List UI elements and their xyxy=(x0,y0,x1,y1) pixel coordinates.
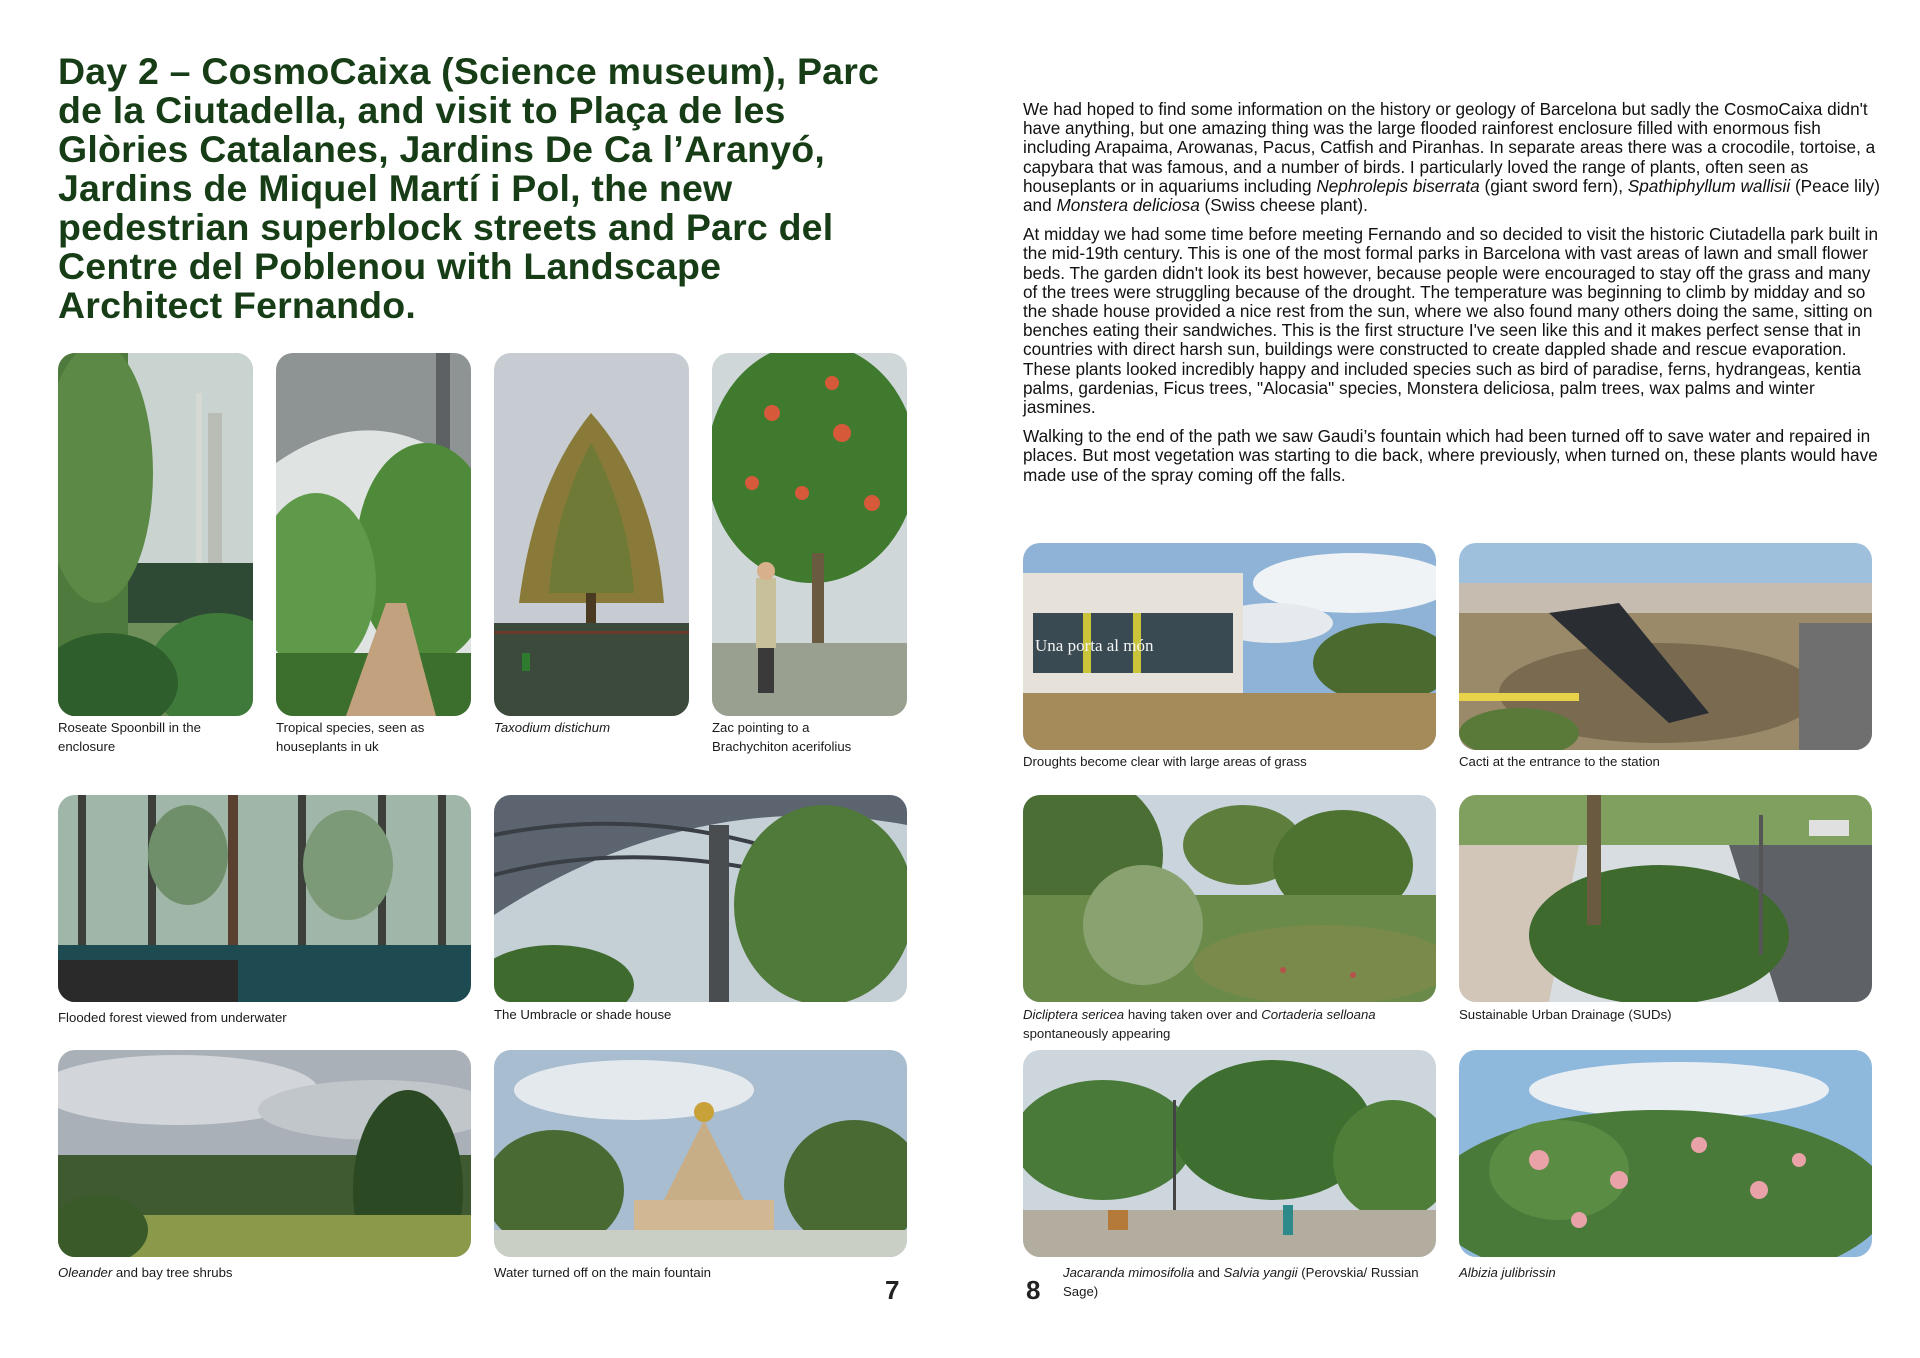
caption-oleander xyxy=(58,1263,458,1282)
caption-dicliptera-species: Dicliptera sericea xyxy=(1023,1007,1125,1022)
paragraph-ciutadella: At midday we had some time before meeting Fernando and so decided to visit the historic Ciutadella park built in the mid-19th century. This is one of the most formal parks in Barcelona with vast areas of lawn and small flower beds. The garden didn't look its best however, because people were encouraged to stay off the grass and many of the trees were struggling because of the drought. The temperature was beginning to climb by midday and so the shade house provided a nice rest from the sun, where we also found many others doing the same, sitting on benches eating their sandwiches. This is the first structure I've seen like this and it makes perfect sense that in countries with direct harsh sun, buildings were constructed to create dappled shade and rescue evaporation. These plants looked incredibly happy and included species such as bird of paradise, ferns, hydrangeas, kentia palms, gardenias, Ficus trees, "Alocasia" species, Monstera deliciosa, palm trees, wax palms and winter jasmines. xyxy=(1023,224,1879,418)
right-page xyxy=(960,0,1920,1358)
p1-text-2: (giant sword fern), xyxy=(1484,175,1628,196)
photo-oleander-bay xyxy=(58,1050,471,1257)
caption-flooded: Flooded forest viewed from underwater xyxy=(58,1010,287,1025)
station-sign: Una porta al món xyxy=(1035,636,1154,655)
p1-text-3: (Peace lily) and xyxy=(1023,175,1880,216)
photo-zac-brachychiton xyxy=(712,353,907,716)
caption-umbracle: The Umbracle or shade house xyxy=(494,1007,672,1022)
caption-tropical: Tropical species, seen as houseplants in uk xyxy=(276,720,425,754)
caption-albizia xyxy=(1459,1263,1859,1282)
caption-jacaranda-text-2: (Perovskia/ Russian Sage) xyxy=(1063,1265,1419,1299)
caption-jacaranda xyxy=(1063,1263,1433,1301)
photo-flooded-forest xyxy=(58,795,471,1002)
caption-spoonbill: Roseate Spoonbill in the enclosure xyxy=(58,720,201,754)
caption-cortaderia-species: Cortaderia selloana xyxy=(1261,1007,1376,1022)
caption-salvia-species: Salvia yangii xyxy=(1223,1265,1298,1280)
caption-dicliptera-text: having taken over and xyxy=(1124,1007,1262,1022)
caption-oleander-rest: and bay tree shrubs xyxy=(112,1265,233,1280)
photo-tropical-species xyxy=(276,353,471,716)
p1-species-spathiphyllum: Spathiphyllum wallisii xyxy=(1627,175,1791,196)
photo-main-fountain xyxy=(494,1050,907,1257)
caption-suds: Sustainable Urban Drainage (SUDs) xyxy=(1459,1007,1672,1022)
caption-taxodium-name: Taxodium distichum xyxy=(494,720,611,735)
page-title: Day 2 – CosmoCaixa (Science museum), Parc de la Ciutadella, and visit to Plaça de les Glòries Catalanes, Jardins De Ca l’Aranyó, Jardins de Miquel Martí i Pol, the new pedestrian superblock streets and Parc del Centre del Poblenou with Landscape Architect Fernando. xyxy=(58,50,880,326)
photo-dicliptera xyxy=(1023,795,1436,1002)
paragraph-fountain: Walking to the end of the path we saw Gaudi’s fountain which had been turned off to save water and repaired in places. But most vegetation was starting to die back, where previously, when turned on, these plants would have made use of the spray coming off the falls. xyxy=(1023,426,1878,485)
p1-text-4: (Swiss cheese plant). xyxy=(1199,195,1368,216)
p1-species-nephrolepis: Nephrolepis biserrata xyxy=(1316,175,1485,196)
p1-text: We had hoped to find some information on the history or geology of Barcelona but sadly the CosmoCaixa didn't have anything, but one amazing thing was the large flooded rainforest enclosure filled with enormous fish including Arapaima, Arowanas, Pacus, Catfish and Piranhas. In separate areas there was a crocodile, tortoise, a capybara that was famous, and a number of birds. I particularly loved the range of plants, often seen as houseplants or in aquariums including xyxy=(1023,99,1876,196)
photo-spoonbill-enclosure xyxy=(58,353,253,716)
photo-taxodium xyxy=(494,353,689,716)
caption-jacaranda-species: Jacaranda mimosifolia xyxy=(1063,1265,1195,1280)
caption-jacaranda-text: and xyxy=(1194,1265,1224,1280)
photo-umbracle xyxy=(494,795,907,1002)
caption-droughts: Droughts become clear with large areas of grass xyxy=(1023,754,1307,769)
photo-cacti-station xyxy=(1459,543,1872,750)
caption-cacti: Cacti at the entrance to the station xyxy=(1459,754,1660,769)
caption-taxodium xyxy=(494,718,684,737)
page-number-left: 7 xyxy=(885,1275,900,1305)
caption-oleander-name: Oleander xyxy=(58,1265,113,1280)
caption-albizia-species: Albizia julibrissin xyxy=(1459,1265,1556,1280)
photo-jacaranda xyxy=(1023,1050,1436,1257)
p1-species-monstera: Monstera deliciosa xyxy=(1056,195,1200,216)
caption-dicliptera xyxy=(1023,1005,1423,1043)
caption-zac: Zac pointing to a Brachychiton acerifolius xyxy=(712,720,852,754)
caption-fountain: Water turned off on the main fountain xyxy=(494,1265,711,1280)
photo-albizia xyxy=(1459,1050,1872,1257)
photo-station-entrance xyxy=(1023,543,1436,750)
page-number-right: 8 xyxy=(1026,1275,1041,1305)
photo-suds xyxy=(1459,795,1872,1002)
caption-dicliptera-text-2: spontaneously appearing xyxy=(1023,1026,1171,1041)
